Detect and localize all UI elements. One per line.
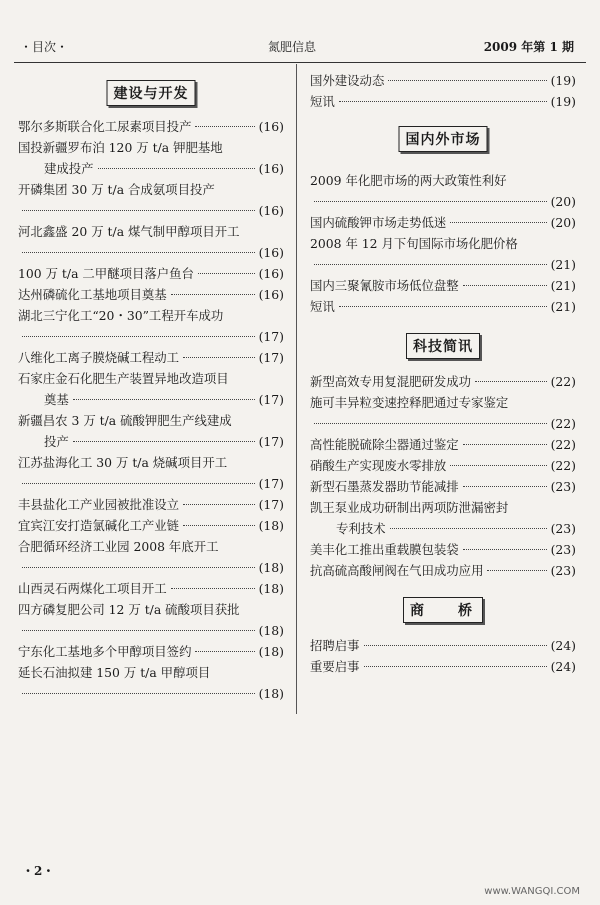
toc-entry-title: 河北鑫盛 20 万 t/a 煤气制甲醇项目开工 xyxy=(18,224,240,239)
dot-leader xyxy=(183,357,254,358)
right-column xyxy=(310,73,576,677)
toc-entry[interactable] xyxy=(310,170,576,212)
toc-entry-page: (18) xyxy=(258,623,284,638)
toc-entry-title: 新疆昌农 3 万 t/a 硫酸钾肥生产线建成 xyxy=(18,413,232,428)
toc-entry-title: 建成投产 xyxy=(44,161,94,176)
dot-leader xyxy=(450,465,546,466)
header-journal-title: 氮肥信息 xyxy=(268,40,317,54)
toc-list xyxy=(310,371,576,581)
section-title: 建设与开发 xyxy=(107,80,196,106)
toc-entry-page: (22) xyxy=(550,458,576,473)
toc-entry-title: 施可丰异粒变速控释肥通过专家鉴定 xyxy=(310,395,509,410)
toc-entry[interactable] xyxy=(310,635,576,656)
toc-entry-page: (17) xyxy=(258,476,284,491)
toc-entry-title: 100 万 t/a 二甲醚项目落户鱼台 xyxy=(18,266,194,281)
toc-entry-page: (17) xyxy=(258,392,284,407)
toc-entry-title: 重要启事 xyxy=(310,659,360,674)
section-heading xyxy=(310,597,576,627)
toc-sections xyxy=(310,126,576,677)
toc-entry[interactable] xyxy=(18,536,284,578)
dot-leader xyxy=(98,168,255,169)
toc-entry-page: (20) xyxy=(550,215,576,230)
dot-leader xyxy=(198,273,255,274)
toc-entry-title: 国内硫酸钾市场走势低迷 xyxy=(310,215,447,230)
dot-leader xyxy=(314,264,547,265)
dot-leader xyxy=(463,444,547,445)
toc-entry[interactable] xyxy=(18,410,284,452)
toc-entry-title: 短讯 xyxy=(310,94,335,109)
toc-entry-title: 2008 年 12 月下旬国际市场化肥价格 xyxy=(310,236,518,251)
toc-entry-page: (16) xyxy=(258,287,284,302)
toc-entry[interactable] xyxy=(18,494,284,515)
toc-entry[interactable] xyxy=(310,371,576,392)
toc-entry-title: 抗高硫高酸闸阀在气田成功应用 xyxy=(310,563,484,578)
watermark: www.WANGQI.COM xyxy=(484,886,580,897)
toc-entry-title: 新型高效专用复混肥研发成功 xyxy=(310,374,472,389)
toc-entry[interactable] xyxy=(310,212,576,233)
toc-entry-page: (21) xyxy=(550,278,576,293)
page-header xyxy=(0,0,600,60)
toc-entry-title: 开磷集团 30 万 t/a 合成氨项目投产 xyxy=(18,182,215,197)
toc-entry-page: (18) xyxy=(258,686,284,701)
toc-entry-page: (18) xyxy=(258,560,284,575)
toc-entry-page: (18) xyxy=(258,581,284,596)
toc-entry-title: 八维化工离子膜烧碱工程动工 xyxy=(18,350,180,365)
toc-entry[interactable] xyxy=(18,641,284,662)
toc-entry-page: (22) xyxy=(550,374,576,389)
toc-entry-title: 宜宾江安打造氯碱化工产业链 xyxy=(18,518,180,533)
toc-list xyxy=(310,170,576,317)
toc-entry-title: 宁东化工基地多个甲醇项目签约 xyxy=(18,644,192,659)
toc-entry-page: (16) xyxy=(258,161,284,176)
toc-entry-page: (18) xyxy=(258,644,284,659)
toc-entry-title: 招聘启事 xyxy=(310,638,360,653)
toc-entry-title: 奠基 xyxy=(44,392,69,407)
dot-leader xyxy=(73,399,255,400)
dot-leader xyxy=(195,651,254,652)
dot-leader xyxy=(22,252,255,253)
toc-entry[interactable] xyxy=(18,284,284,305)
toc-entry[interactable] xyxy=(18,578,284,599)
toc-entry-title: 国内三聚氰胺市场低位盘整 xyxy=(310,278,459,293)
dot-leader xyxy=(463,549,547,550)
header-section-label: ・目次・ xyxy=(20,40,69,54)
dot-leader xyxy=(73,441,255,442)
dot-leader xyxy=(22,336,255,337)
dot-leader xyxy=(171,588,255,589)
header-issue: 2009 年第 1 期 xyxy=(483,40,574,54)
toc-entry-page: (19) xyxy=(550,73,576,88)
toc-entry-page: (16) xyxy=(258,245,284,260)
dot-leader xyxy=(183,525,254,526)
toc-entry-title: 投产 xyxy=(44,434,69,449)
toc-entry[interactable] xyxy=(18,662,284,704)
toc-entry[interactable] xyxy=(18,599,284,641)
toc-entry-title: 延长石油拟建 150 万 t/a 甲醇项目 xyxy=(18,665,211,680)
toc-entry[interactable] xyxy=(310,497,576,539)
dot-leader xyxy=(22,693,255,694)
toc-entry-page: (22) xyxy=(550,437,576,452)
dot-leader xyxy=(171,294,255,295)
toc-entry[interactable] xyxy=(310,296,576,317)
dot-leader xyxy=(314,201,547,202)
toc-entry[interactable] xyxy=(18,305,284,347)
toc-entry[interactable] xyxy=(310,392,576,434)
toc-entry[interactable] xyxy=(18,116,284,137)
toc-entry[interactable] xyxy=(18,515,284,536)
left-column xyxy=(18,80,284,704)
toc-entry[interactable] xyxy=(18,347,284,368)
toc-entry-title: 湖北三宁化工“20・30”工程开车成功 xyxy=(18,308,224,323)
toc-entry-title: 国投新疆罗布泊 120 万 t/a 钾肥基地 xyxy=(18,140,223,155)
toc-entry-title: 硝酸生产实现废水零排放 xyxy=(310,458,447,473)
toc-entry[interactable] xyxy=(310,455,576,476)
toc-entry[interactable] xyxy=(310,275,576,296)
toc-entry-page: (23) xyxy=(550,563,576,578)
toc-entry-page: (17) xyxy=(258,350,284,365)
toc-entry-page: (24) xyxy=(550,659,576,674)
toc-entry-title: 专利技术 xyxy=(336,521,386,536)
toc-entry-page: (16) xyxy=(258,266,284,281)
dot-leader xyxy=(339,306,547,307)
toc-entry[interactable] xyxy=(18,452,284,494)
dot-leader xyxy=(314,423,547,424)
toc-entry-title: 江苏盐海化工 30 万 t/a 烧碱项目开工 xyxy=(18,455,228,470)
toc-entry-page: (18) xyxy=(258,518,284,533)
section-title: 国内外市场 xyxy=(399,126,488,152)
toc-entry[interactable] xyxy=(18,221,284,263)
dot-leader xyxy=(22,210,255,211)
column-divider xyxy=(296,64,297,714)
toc-entry-title: 丰县盐化工产业园被批准设立 xyxy=(18,497,180,512)
toc-entry-page: (17) xyxy=(258,329,284,344)
toc-entry[interactable] xyxy=(18,368,284,410)
toc-entry[interactable] xyxy=(310,476,576,497)
page-number: ・2・ xyxy=(22,864,55,878)
dot-leader xyxy=(390,528,547,529)
toc-entry-title: 凯王泵业成功研制出两项防泄漏密封 xyxy=(310,500,509,515)
toc-entry-title: 新型石墨蒸发器助节能减排 xyxy=(310,479,459,494)
toc-entry-page: (17) xyxy=(258,497,284,512)
toc-entry-title: 石家庄金石化肥生产装置异地改造项目 xyxy=(18,371,229,386)
dot-leader xyxy=(22,630,255,631)
toc-entry-page: (19) xyxy=(550,94,576,109)
toc-entry-page: (16) xyxy=(258,203,284,218)
dot-leader xyxy=(463,486,547,487)
toc-entry-page: (17) xyxy=(258,434,284,449)
toc-entry-page: (16) xyxy=(258,119,284,134)
section-title: 科技简讯 xyxy=(406,333,480,359)
dot-leader xyxy=(364,645,547,646)
toc-entry-page: (21) xyxy=(550,257,576,272)
dot-leader xyxy=(364,666,547,667)
toc-list xyxy=(18,116,284,704)
toc-entry[interactable] xyxy=(18,263,284,284)
toc-entry[interactable] xyxy=(310,656,576,677)
dot-leader xyxy=(463,285,547,286)
dot-leader xyxy=(22,567,255,568)
toc-entry[interactable] xyxy=(310,560,576,581)
toc-list xyxy=(310,70,576,112)
toc-entry-title: 高性能脱硫除尘器通过鉴定 xyxy=(310,437,459,452)
toc-entry-page: (20) xyxy=(550,194,576,209)
toc-entry-page: (22) xyxy=(550,416,576,431)
toc-entry-title: 短讯 xyxy=(310,299,335,314)
dot-leader xyxy=(339,101,547,102)
toc-list xyxy=(310,635,576,677)
section-heading xyxy=(310,126,576,156)
section-title: 商 桥 xyxy=(403,597,483,623)
toc-entry-title: 达州磷硫化工基地项目奠基 xyxy=(18,287,167,302)
toc-entry-title: 山西灵石两煤化工项目开工 xyxy=(18,581,167,596)
toc-entry[interactable] xyxy=(310,434,576,455)
toc-entry-title: 2009 年化肥市场的两大政策性利好 xyxy=(310,173,507,188)
dot-leader xyxy=(475,381,546,382)
toc-entry[interactable] xyxy=(310,233,576,275)
toc-entry-page: (21) xyxy=(550,299,576,314)
toc-entry-page: (23) xyxy=(550,479,576,494)
dot-leader xyxy=(22,483,255,484)
toc-entry-page: (23) xyxy=(550,542,576,557)
dot-leader xyxy=(487,570,546,571)
section-heading xyxy=(310,333,576,363)
toc-entry[interactable] xyxy=(18,179,284,221)
toc-entry-title: 四方磷复肥公司 12 万 t/a 硫酸项目获批 xyxy=(18,602,240,617)
dot-leader xyxy=(450,222,546,223)
toc-entry-page: (24) xyxy=(550,638,576,653)
toc-entry-title: 国外建设动态 xyxy=(310,73,385,88)
dot-leader xyxy=(183,504,254,505)
toc-entry-title: 鄂尔多斯联合化工尿素项目投产 xyxy=(18,119,192,134)
toc-entry[interactable] xyxy=(310,91,576,112)
toc-entry-title: 美丰化工推出重载膜包装袋 xyxy=(310,542,459,557)
toc-entry-page: (23) xyxy=(550,521,576,536)
toc-entry[interactable] xyxy=(310,539,576,560)
toc-entry[interactable] xyxy=(310,70,576,91)
section-heading xyxy=(18,80,284,110)
dot-leader xyxy=(388,80,546,81)
dot-leader xyxy=(195,126,254,127)
header-rule xyxy=(14,62,586,63)
toc-entry-title: 合肥循环经济工业园 2008 年底开工 xyxy=(18,539,219,554)
toc-entry[interactable] xyxy=(18,137,284,179)
